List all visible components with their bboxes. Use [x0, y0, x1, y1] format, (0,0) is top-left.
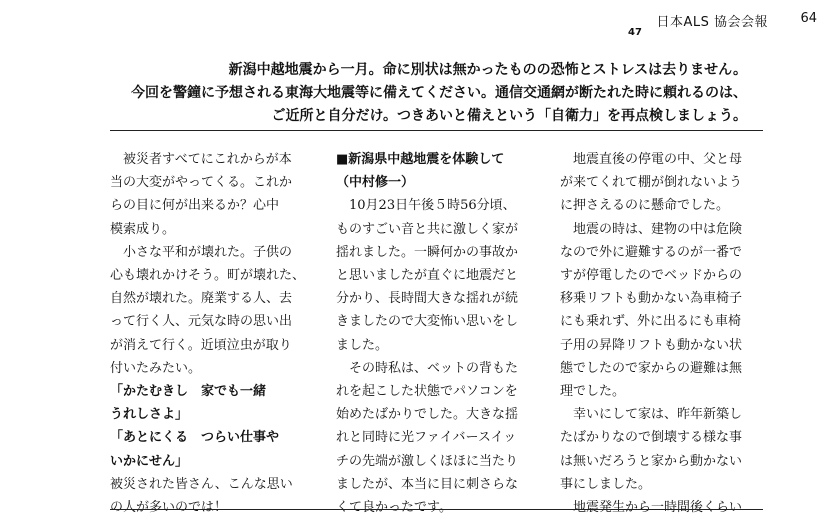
body-line: 地震直後の停電の中、父と母 — [560, 152, 743, 167]
body-line: れを起こした状態でパソコンを — [336, 384, 518, 400]
lead-paragraph — [127, 59, 747, 128]
body-line: ました。 — [336, 337, 389, 353]
lead-line: ご近所と自分だけ。つきあいと備えという「自衛力」を再点検しましょう。 — [271, 108, 747, 124]
haiku-line: 「あとにくる つらい仕事や — [110, 430, 280, 446]
body-line: 10月23日午後５時56分頃、 — [336, 198, 516, 214]
body-line: 事にしました。 — [560, 476, 652, 492]
page-number: 64 — [800, 11, 817, 26]
body-line: 被災者すべてにこれからが本 — [110, 152, 292, 167]
body-line: 付いたみたい。 — [110, 360, 202, 376]
author-name: （中村修一） — [336, 175, 415, 191]
column-3 — [560, 148, 743, 519]
body-line: と思いましたが直ぐに地震だと — [336, 268, 519, 284]
body-line: すが停電したのでベッドからの — [560, 268, 743, 284]
body-line: くて良かったです。 — [336, 500, 452, 516]
body-line: 子用の昇降リフトも動かない状 — [560, 337, 743, 353]
body-line: らの目に何が出来るか？心中 — [110, 198, 280, 214]
haiku-line: いかにせん」 — [110, 453, 189, 469]
body-line: 分かり、長時間大きな揺れが続 — [336, 291, 519, 307]
lead-line: 新潟中越地震から一月。命に別状は無かったものの恐怖とストレスは去りません。 — [228, 62, 747, 78]
body-line: 始めたばかりでした。大きな揺 — [336, 407, 519, 423]
body-line: の人が多いのでは！ — [110, 500, 228, 516]
body-line: 模索成り。 — [110, 221, 176, 237]
haiku-line: 「かたむきし 家でも一緒 — [110, 384, 267, 400]
section-heading: ■新潟県中越地震を体験して — [336, 152, 505, 167]
body-line: が来てくれて棚が倒れないよう — [560, 175, 743, 191]
body-line: その時私は、ベットの背もた — [336, 360, 519, 376]
body-line: れと同時に光ファイバースイッ — [336, 430, 517, 446]
haiku-line: うれしさよ」 — [110, 407, 189, 423]
body-line: って行く人、元気な時の思い出 — [110, 314, 293, 330]
bottom-divider — [110, 509, 763, 510]
body-line: 理でした。 — [560, 384, 626, 400]
body-line: にも乗れず、外に出るにも車椅 — [560, 314, 741, 330]
top-divider — [110, 130, 763, 131]
body-line: 自然が壊れた。廃業する人、去 — [110, 291, 293, 307]
body-line: ものすごい音と共に激しく家が — [336, 221, 519, 237]
body-line: 小さな平和が壊れた。子供の — [110, 244, 293, 260]
body-line: 地震発生から一時間後くらい — [560, 500, 743, 516]
column-1 — [110, 148, 306, 519]
body-line: 当の大変がやってくる。これか — [110, 175, 293, 191]
issue-number: 47 — [628, 27, 642, 38]
body-line: に押さえるのに懸命でした。 — [560, 198, 730, 214]
body-line: ましたが、本当に目に刺さらな — [336, 476, 519, 492]
body-line: チの先端が激しくほほに当たり — [336, 453, 519, 469]
body-line: 被災された皆さん、こんな思い — [110, 476, 293, 492]
lead-line: 今回を警鐘に予想される東海大地震等に備えてください。通信交通網が断たれた時に頼れるのは、 — [131, 85, 747, 101]
body-line: は無いだろうと家から動かない — [560, 453, 743, 469]
body-line: 地震の時は、建物の中は危険 — [560, 221, 743, 237]
body-line: なので外に避難するのが一番で — [560, 244, 743, 260]
body-line: 心も壊れかけそう。町が壊れた、 — [110, 268, 306, 284]
body-line: が消えて行く。近頃泣虫が取り — [110, 337, 292, 353]
body-line: たばかりなので倒壊する様な事 — [560, 430, 743, 446]
body-line: 幸いにして家は、昨年新築し — [560, 407, 743, 423]
body-line: 態でしたので家からの避難は無 — [560, 360, 743, 376]
newsletter-title: 日本ALS 協会会報 — [656, 15, 768, 30]
body-line: 揺れました。一瞬何かの事故か — [336, 244, 519, 260]
body-line: きましたので大変怖い思いをし — [336, 314, 519, 330]
column-2 — [336, 148, 519, 519]
body-line: 移乗リフトも動かない為車椅子 — [560, 291, 743, 307]
